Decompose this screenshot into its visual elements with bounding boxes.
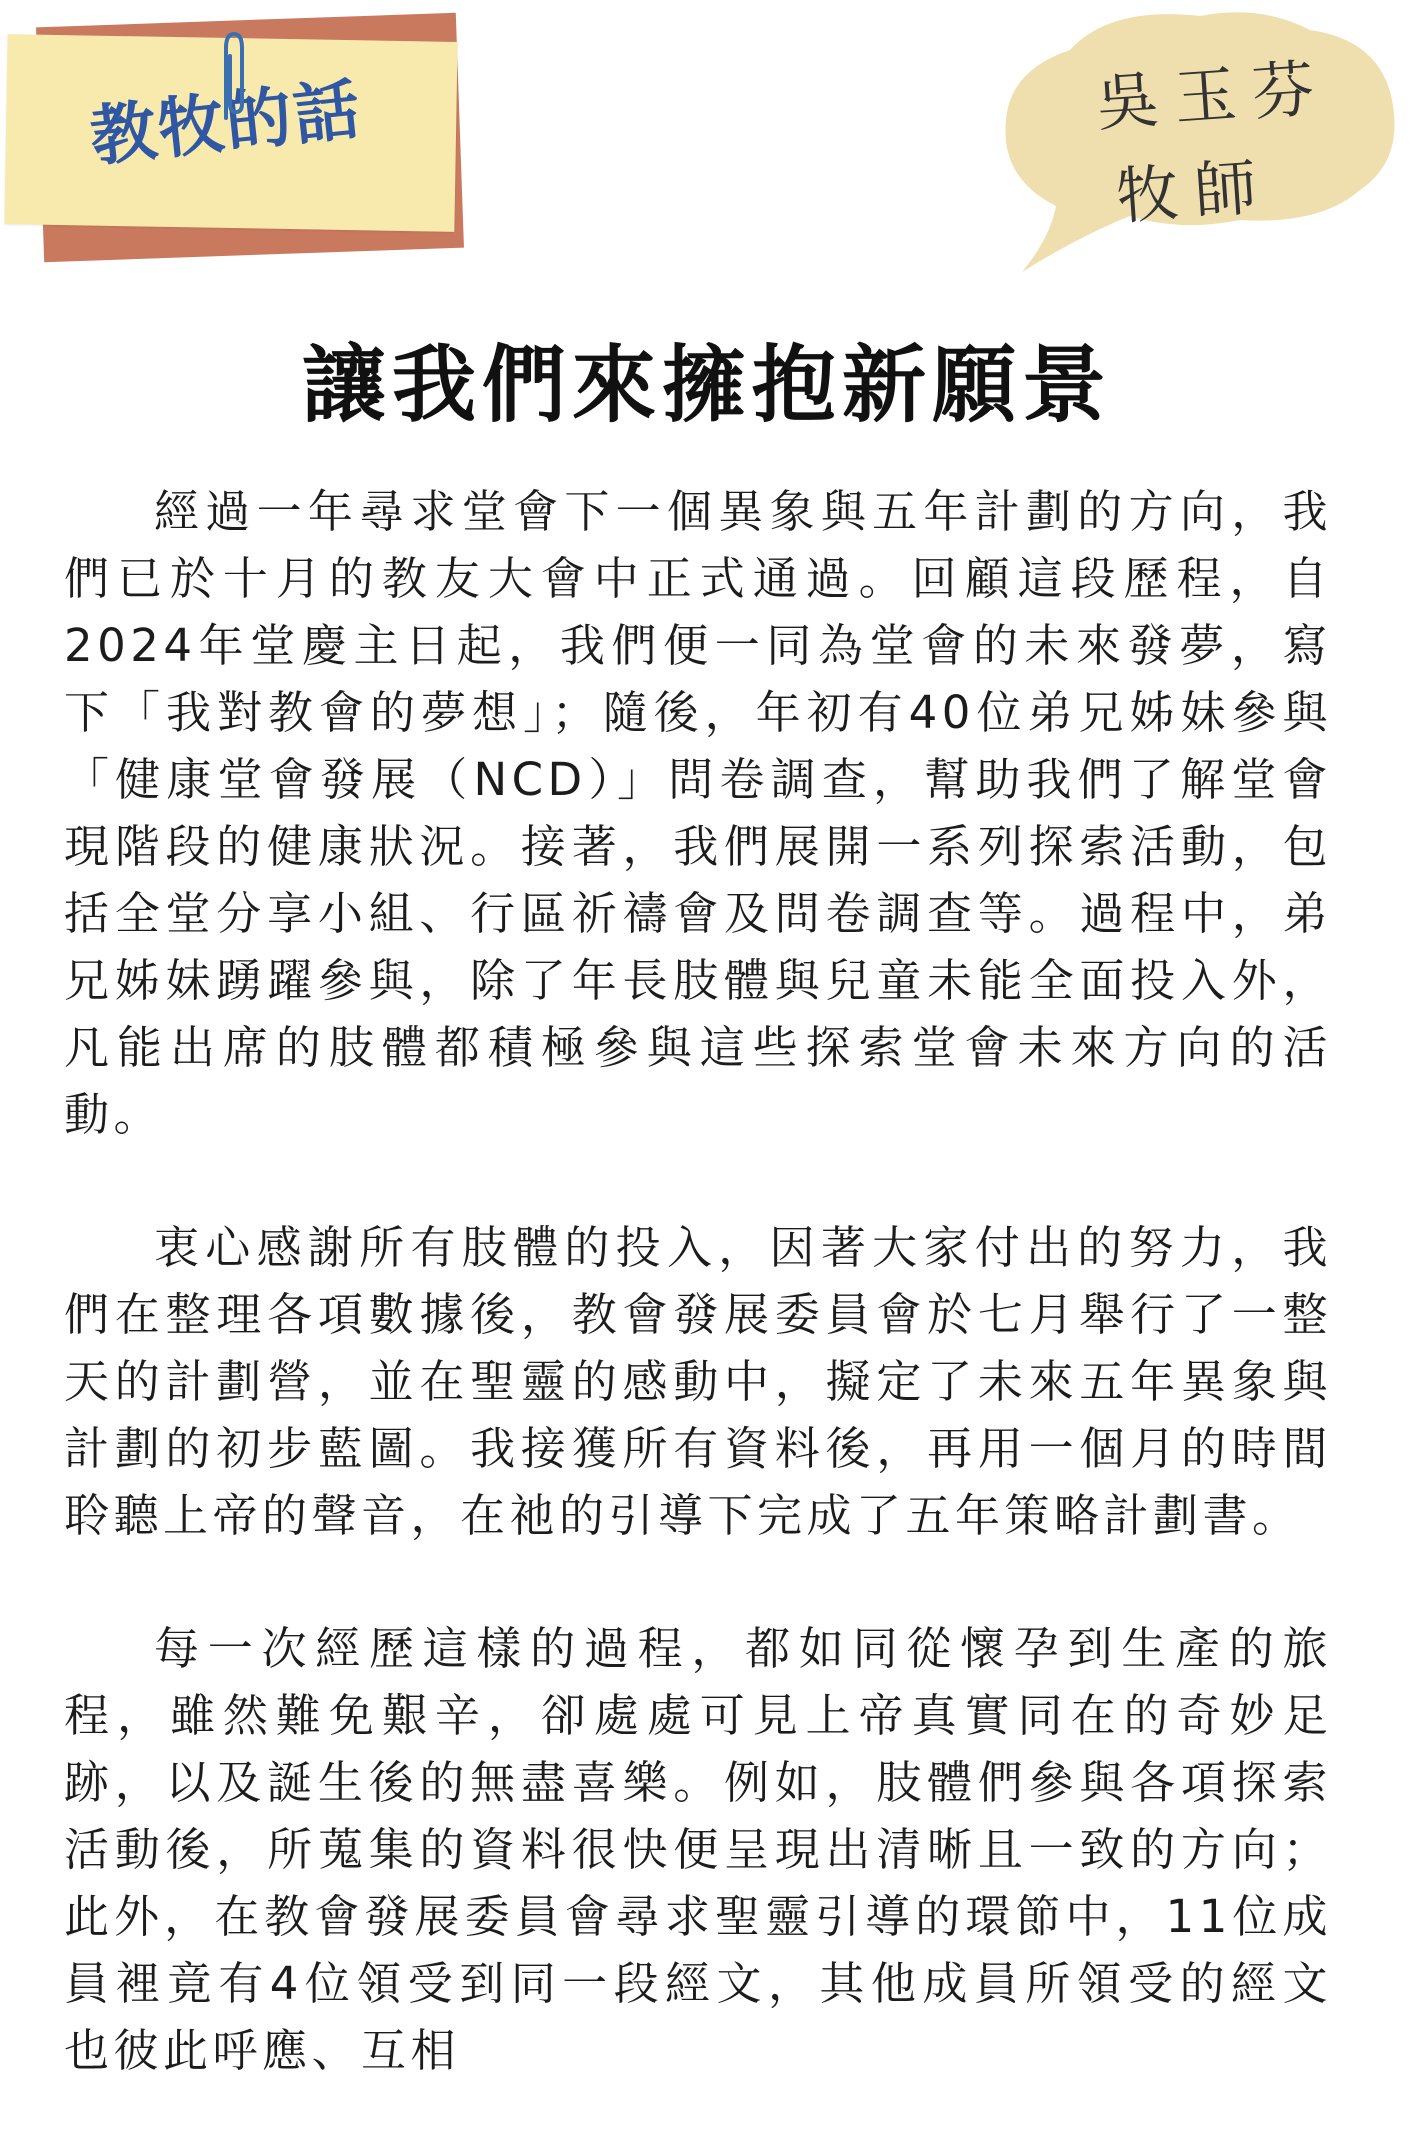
header-note bbox=[0, 0, 470, 260]
paragraph: 經過一年尋求堂會下一個異象與五年計劃的方向，我們已於十月的教友大會中正式通過。回顧這段歷程，自2024年堂慶主日起，我們便一同為堂會的未來發夢，寫下「我對教會的夢想」；隨後，年初有40位弟兄姊妹參與「健康堂會發展（NCD）」問卷調查，幫助我們了解堂會現階段的健康狀況。接著，我們展開一系列探索活動，包括全堂分享小組、行區祈禱會及問卷調查等。過程中，弟兄姊妹踴躍參與，除了年長肢體與兒童未能全面投入外，凡能出席的肢體都積極參與這些探索堂會未來方向的活動。 bbox=[64, 485, 1332, 1141]
author-name: 吳玉芬 bbox=[1094, 50, 1333, 141]
article-body bbox=[64, 478, 1332, 2150]
section-label: 教牧的話 bbox=[86, 70, 366, 176]
article-title: 讓我們來擁抱新願景 bbox=[301, 336, 1112, 434]
paperclip-icon bbox=[212, 26, 252, 126]
author-bubble bbox=[1000, 10, 1404, 285]
author-role: 牧師 bbox=[1113, 149, 1275, 234]
paragraph: 衷心感謝所有肢體的投入，因著大家付出的努力，我們在整理各項數據後，教會發展委員會於七月舉行了一整天的計劃營，並在聖靈的感動中，擬定了未來五年異象與計劃的初步藍圖。我接獲所有資料後，再用一個月的時間聆聽上帝的聲音，在祂的引導下完成了五年策略計劃書。 bbox=[64, 1221, 1332, 1542]
paragraph: 每一次經歷這樣的過程，都如同從懷孕到生產的旅程，雖然難免艱辛，卻處處可見上帝真實同在的奇妙足跡，以及誕生後的無盡喜樂。例如，肢體們參與各項探索活動後，所蒐集的資料很快便呈現出清晰且一致的方向；此外，在教會發展委員會尋求聖靈引導的環節中，11位成員裡竟有4位領受到同一段經文，其他成員所領受的經文也彼此呼應、互相 bbox=[64, 1622, 1332, 2077]
